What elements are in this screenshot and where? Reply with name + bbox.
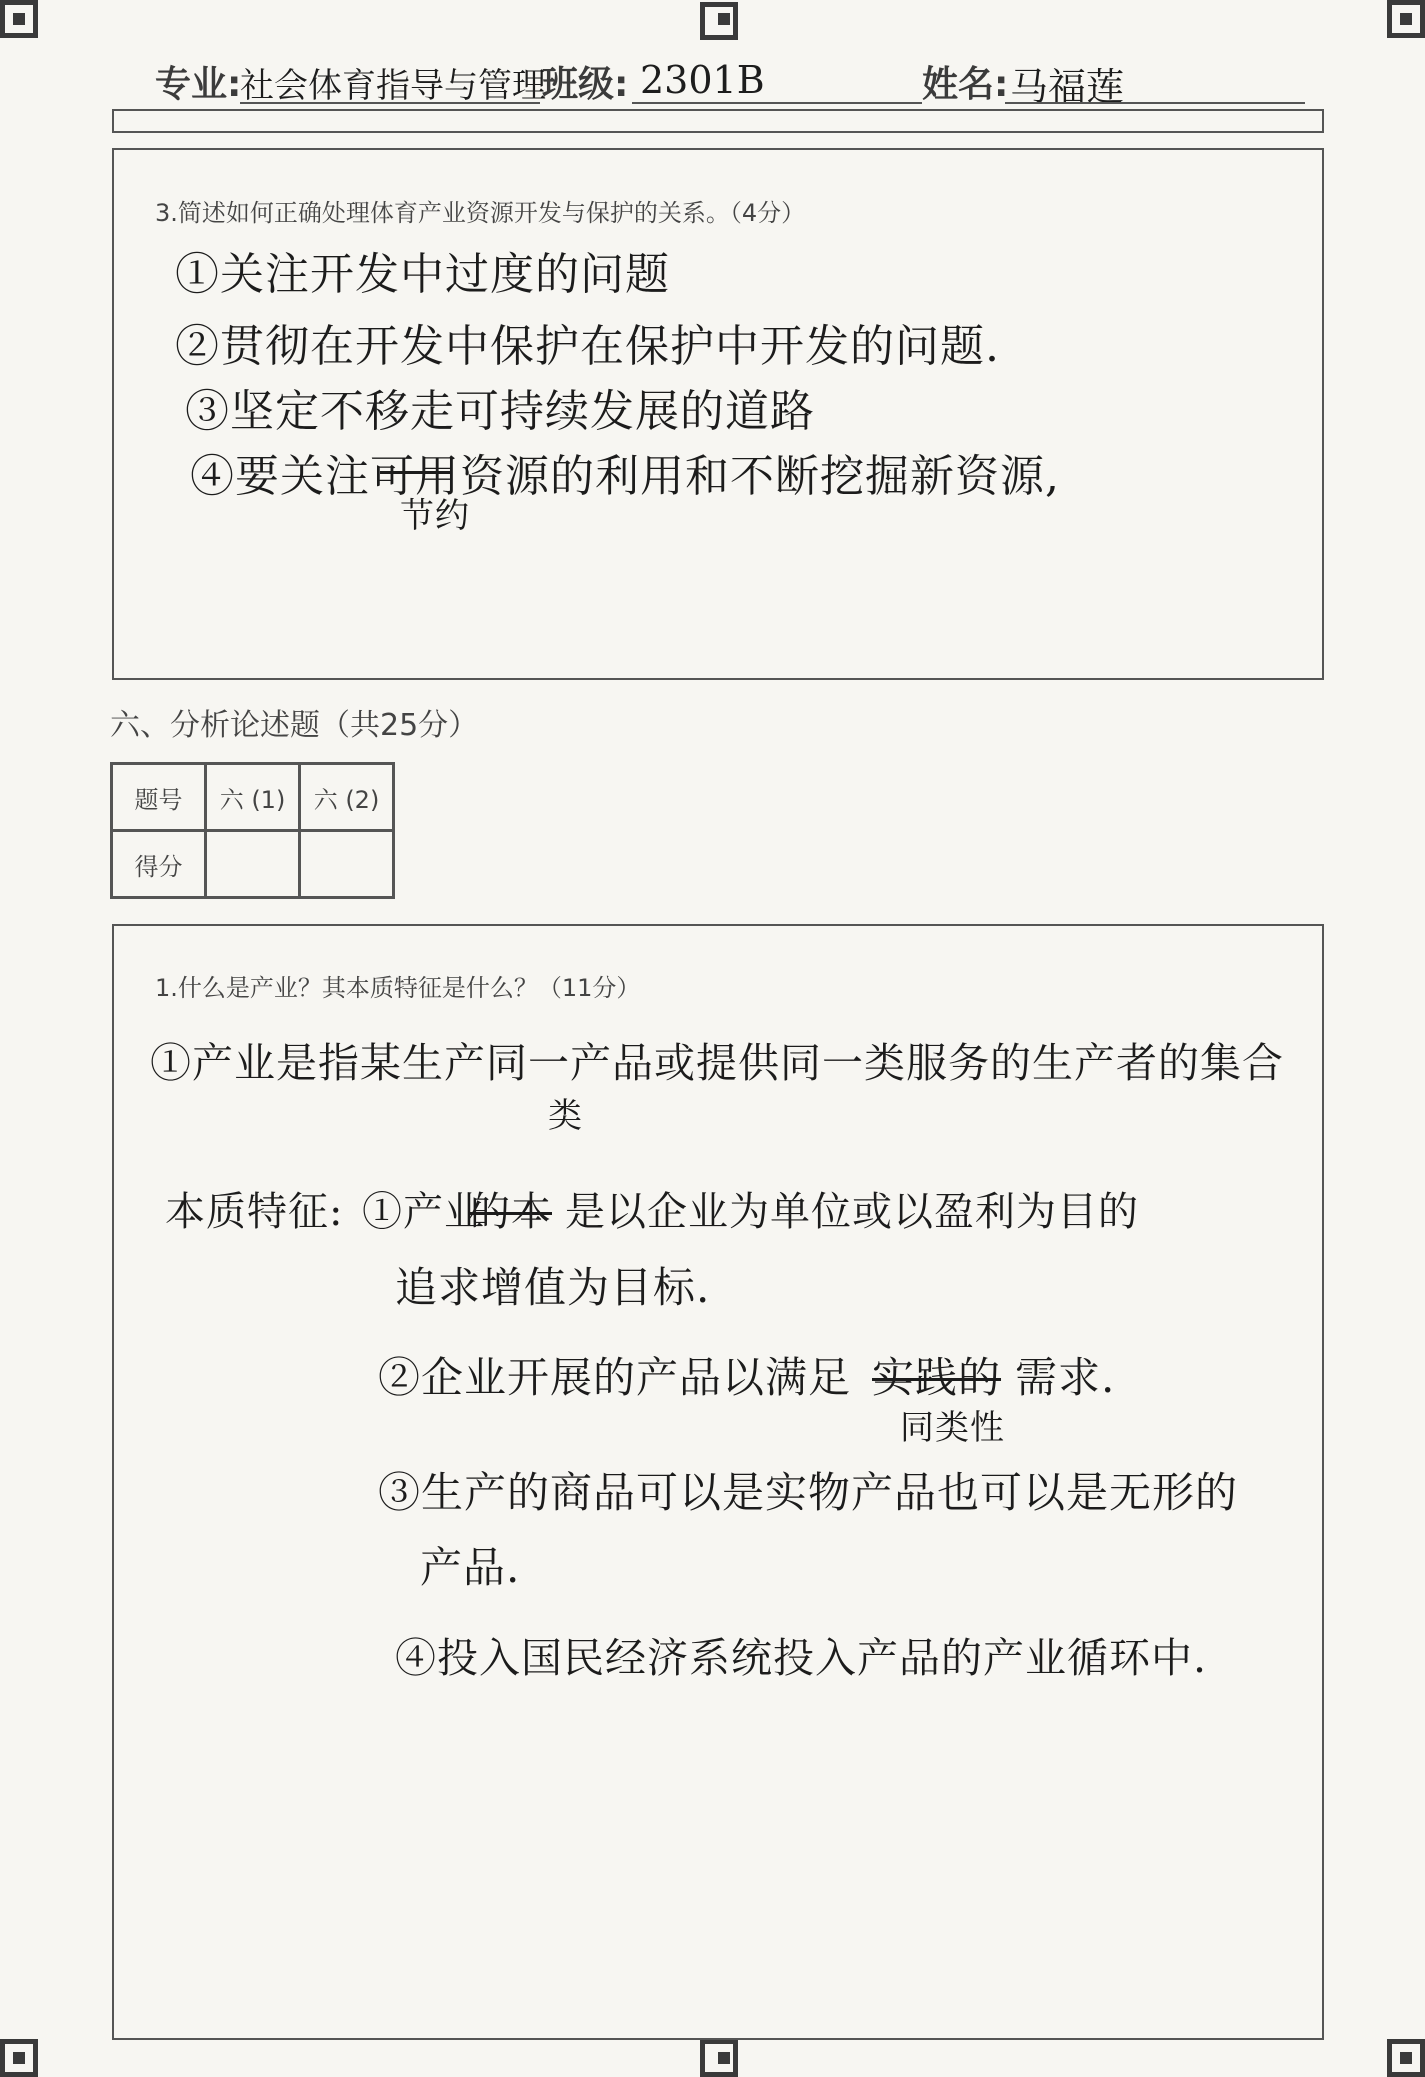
q1-essence-3-continued: 产品. bbox=[420, 1543, 521, 1592]
name-value: 马福莲 bbox=[1010, 65, 1125, 109]
q1-essence-2-end: 需求. bbox=[1015, 1353, 1116, 1402]
name-underline bbox=[1005, 102, 1305, 104]
major-underline bbox=[240, 102, 540, 104]
q3-answer-line-4: ④要关注可用资源的利用和不断挖掘新资源, bbox=[190, 451, 1060, 502]
registration-marker-top-right bbox=[1387, 0, 1425, 38]
name-label: 姓名: bbox=[922, 64, 1009, 105]
header-strip bbox=[112, 109, 1324, 133]
registration-marker-top-center bbox=[700, 2, 738, 40]
q1-essence-2-start: ②企业开展的产品以满足 bbox=[378, 1353, 852, 1402]
q3-inserted-word: 节约 bbox=[400, 496, 470, 536]
q1-essence-1-start: ①产业 bbox=[362, 1189, 485, 1235]
score-table bbox=[110, 762, 395, 899]
q3-answer-line-3: ③坚定不移走可持续发展的道路 bbox=[185, 386, 815, 437]
q1-inserted-word: 类 bbox=[548, 1096, 583, 1136]
q3-strike-mark bbox=[380, 444, 450, 493]
registration-marker-bottom-center bbox=[700, 2039, 738, 2077]
q3-answer-line-2: ②贯彻在开发中保护在保护中开发的问题. bbox=[175, 321, 1000, 372]
question-3-title: 3.简述如何正确处理体育产业资源开发与保护的关系。（4分） bbox=[155, 199, 806, 227]
class-label: 班级: bbox=[542, 64, 629, 105]
q1-essence-3: ③生产的商品可以是实物产品也可以是无形的 bbox=[378, 1468, 1239, 1517]
q1-essence-1-struck: 的本 bbox=[470, 1189, 552, 1235]
registration-marker-bottom-right bbox=[1387, 2039, 1425, 2077]
q1-essence-1-continued: 追求增值为目标. bbox=[395, 1263, 711, 1312]
score-input-6-1[interactable] bbox=[206, 831, 300, 898]
q1-essence-4: ④投入国民经济系统投入产品的产业循环中. bbox=[395, 1634, 1208, 1682]
score-table-cell: 得分 bbox=[112, 831, 206, 898]
score-table-cell: 六 (1) bbox=[206, 764, 300, 831]
section-6-title: 六、分析论述题（共25分） bbox=[110, 708, 479, 743]
score-table-cell: 题号 bbox=[112, 764, 206, 831]
class-underline bbox=[632, 102, 922, 104]
q1-essence-1-end: 是以企业为单位或以盈利为目的 bbox=[565, 1189, 1139, 1235]
registration-marker-top-left bbox=[0, 0, 38, 38]
major-value: 社会体育指导与管理 bbox=[240, 66, 546, 106]
q3-answer-line-1: ①关注开发中过度的问题 bbox=[175, 249, 670, 300]
q1-answer-line-1: ①产业是指某生产同一产品或提供同一类服务的生产者的集合 bbox=[150, 1039, 1284, 1087]
score-input-6-2[interactable] bbox=[300, 831, 394, 898]
question-1-title: 1.什么是产业？其本质特征是什么？（11分） bbox=[155, 974, 641, 1002]
score-table-cell: 六 (2) bbox=[300, 764, 394, 831]
score-table-score-row bbox=[112, 831, 394, 898]
registration-marker-bottom-left bbox=[0, 2039, 38, 2077]
score-table-header-row bbox=[112, 764, 394, 831]
q1-essence-label: 本质特征: bbox=[165, 1189, 344, 1235]
major-label: 专业: bbox=[155, 64, 242, 105]
q1-essence-2-struck: 实践的 bbox=[872, 1353, 1002, 1402]
q1-essence-2-inserted: 同类性 bbox=[900, 1408, 1005, 1448]
class-value: 2301B bbox=[640, 58, 765, 102]
